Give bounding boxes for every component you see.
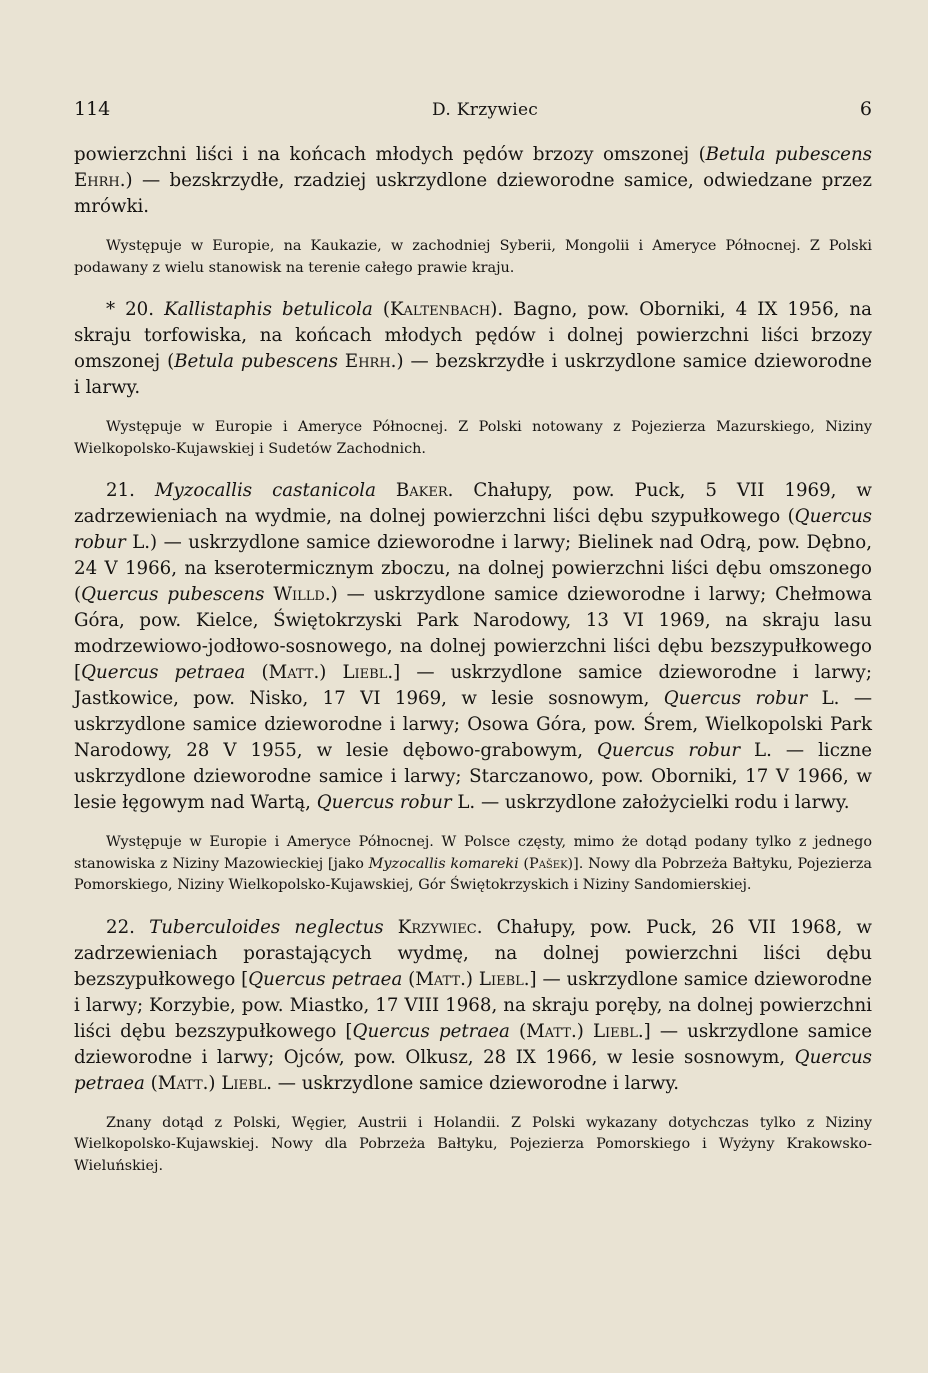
author-name: Liebl. xyxy=(478,968,530,990)
author-name: Matt. xyxy=(415,968,466,990)
text-run: ( xyxy=(372,299,390,320)
distribution-note xyxy=(74,1113,872,1178)
taxon-name: Betula pubescens xyxy=(174,351,338,372)
author-name: Matt. xyxy=(157,1072,209,1094)
text-run: ) — uskrzydlone samice dzieworodne i larwy; Chełmowa Góra, pow. Kielce, Świętokrzyski Park Narodowy, 13 VI 1969, na skraju lasu modrzewiowo-jodłowo-sosnowego, na dolnej powierzchni liści dębu bezszypułkowego [ xyxy=(74,584,872,683)
taxon-name: Quercus petraea xyxy=(74,1046,872,1094)
author-name: Baker xyxy=(395,480,448,501)
species-entry-20 xyxy=(74,297,872,401)
text-run: Występuje w Europie i Ameryce Północnej. Z Polski notowany z Pojezierza Mazurskiego, Niziny Wielkopolsko-Kujawskiej i Sudetów Zachodnich. xyxy=(74,419,872,457)
running-header xyxy=(74,98,872,120)
text-run: — uskrzydlone samice dzieworodne i larwy. xyxy=(271,1072,680,1094)
taxon-name: Quercus petraea xyxy=(352,1020,510,1042)
text-run: L. — liczne uskrzydlone dzieworodne samice i larwy; Starczanowo, pow. Oborniki, 17 V 1966, w lesie łęgowym nad Wartą, xyxy=(74,740,872,813)
species-entry-21 xyxy=(74,478,872,816)
running-header-author: D. Krzywiec xyxy=(432,100,539,120)
author-name: Willd. xyxy=(273,584,331,605)
author-name: Kaltenbach xyxy=(389,299,491,320)
text-run xyxy=(264,584,273,605)
text-run: ( xyxy=(402,968,416,990)
taxon-name: Quercus petraea xyxy=(248,968,403,990)
text-run: ) xyxy=(319,662,343,683)
text-run: ( xyxy=(518,855,530,872)
text-run: Występuje w Europie, na Kaukazie, w zachodniej Syberii, Mongolii i Ameryce Północnej. Z Polski podawany z wielu stanowisk na terenie całego prawie kraju. xyxy=(74,238,872,276)
text-run: . Chałupy, pow. Puck, 26 VII 1968, w zadrzewieniach porastających wydmę, na dolnej powierzchni liści dębu bezszypułkowego [ xyxy=(74,916,872,990)
taxon-name: Tuberculoides neglectus xyxy=(149,916,384,938)
text-run: ) — bezskrzydłe, rzadziej uskrzydlone dzieworodne samice, odwiedzane przez mrówki. xyxy=(74,170,872,217)
text-run: ] — uskrzydlone samice dzieworodne i larwy; Ojców, pow. Olkusz, 28 IX 1966, w lesie sosnowym, xyxy=(74,1020,872,1068)
species-entry-22 xyxy=(74,915,872,1097)
text-run: ). Bagno, pow. Oborniki, 4 IX 1956, na skraju torfowiska, na końcach młodych pędów i dolnej powierzchni liści brzozy omszonej ( xyxy=(74,299,872,372)
taxon-name: Quercus robur xyxy=(663,688,808,709)
text-run: * 20. xyxy=(106,299,165,320)
text-run: Występuje w Europie i Ameryce Północnej. W Polsce częsty, mimo że dotąd podany tylko z jednego stanowiska z Niziny Mazowieckiej [jako xyxy=(74,834,872,872)
taxon-name: Quercus petraea xyxy=(81,662,246,683)
taxon-name: Quercus pubescens xyxy=(81,584,265,605)
author-name: Ehrh. xyxy=(344,351,397,372)
text-run: ( xyxy=(144,1072,158,1094)
author-name: Liebl. xyxy=(592,1020,644,1042)
author-name: Pašek xyxy=(529,855,568,872)
text-run: ) xyxy=(465,968,479,990)
author-name: Ehrh. xyxy=(74,170,126,191)
text-run: ] — uskrzydlone samice dzieworodne i larwy; Korzybie, pow. Miastko, 17 VIII 1968, na skraju poręby, na dolnej powierzchni liści dębu bezszypułkowego [ xyxy=(74,968,872,1042)
text-run: )]. Nowy dla Pobrzeża Bałtyku, Pojezierza Pomorskiego, Niziny Wielkopolsko-Kujawskiej, Gór Świętokrzyskich i Niziny Sandomierskiej. xyxy=(74,855,872,893)
paragraph-continuation xyxy=(74,142,872,220)
author-name: Krzywiec xyxy=(397,916,477,938)
taxon-name: Quercus robur xyxy=(597,740,741,761)
text-run: L. — uskrzydlone założycielki rodu i larwy. xyxy=(451,792,850,813)
text-run xyxy=(338,351,345,372)
text-run: 22. xyxy=(106,916,150,938)
distribution-note xyxy=(74,236,872,279)
author-name: Liebl. xyxy=(221,1072,272,1094)
text-run xyxy=(384,917,398,938)
taxon-name: Myzocallis komareki xyxy=(368,855,519,872)
section-number: 6 xyxy=(859,98,872,120)
text-run: 21. xyxy=(106,480,155,501)
text-run xyxy=(376,480,396,501)
taxon-name: Kallistaphis betulicola xyxy=(164,299,373,320)
text-run: Znany dotąd z Polski, Węgier, Austrii i Holandii. Z Polski wykazany dotychczas tylko z Niziny Wielkopolsko-Kujawskiej. Nowy dla Pobrzeża Bałtyku, Pojezierza Pomorskiego i Wyżyny Krakowsko-Wieluńskiej. xyxy=(74,1114,872,1174)
taxon-name: Quercus robur xyxy=(316,792,452,813)
taxon-name: Myzocallis castanicola xyxy=(154,480,376,501)
text-run: ) xyxy=(576,1020,593,1042)
text-run: ) — bezskrzydłe i uskrzydlone samice dzieworodne i larwy. xyxy=(74,351,872,398)
taxon-name: Betula pubescens xyxy=(705,144,872,165)
author-name: Matt. xyxy=(526,1020,577,1042)
text-run: ( xyxy=(509,1020,527,1042)
text-run: ( xyxy=(245,662,269,683)
text-run: L.) — uskrzydlone samice dzieworodne i larwy; Bielinek nad Odrą, pow. Dębno, 24 V 1966, na kserotermicznym zboczu, na dolnej powierzchni liści dębu omszonego ( xyxy=(74,532,872,605)
distribution-note xyxy=(74,417,872,460)
text-run: ) xyxy=(208,1072,222,1094)
text-run: L. — uskrzydlone samice dzieworodne i larwy; Osowa Góra, pow. Śrem, Wielkopolski Park Narodowy, 28 V 1955, w lesie dębowo-grabowym, xyxy=(74,688,873,761)
distribution-note xyxy=(74,832,872,897)
page-number: 114 xyxy=(74,98,111,120)
taxon-name: Quercus robur xyxy=(74,506,872,553)
text-run: powierzchni liści i na końcach młodych pędów brzozy omszonej ( xyxy=(74,144,706,165)
text-run: . Chałupy, pow. Puck, 5 VII 1969, w zadrzewieniach na wydmie, na dolnej powierzchni liści dębu szypułkowego ( xyxy=(74,480,872,527)
text-run: ] — uskrzydlone samice dzieworodne i larwy; Jastkowice, pow. Nisko, 17 VI 1969, w lesie sosnowym, xyxy=(74,662,872,709)
author-name: Matt. xyxy=(268,662,320,683)
author-name: Liebl. xyxy=(342,662,394,683)
